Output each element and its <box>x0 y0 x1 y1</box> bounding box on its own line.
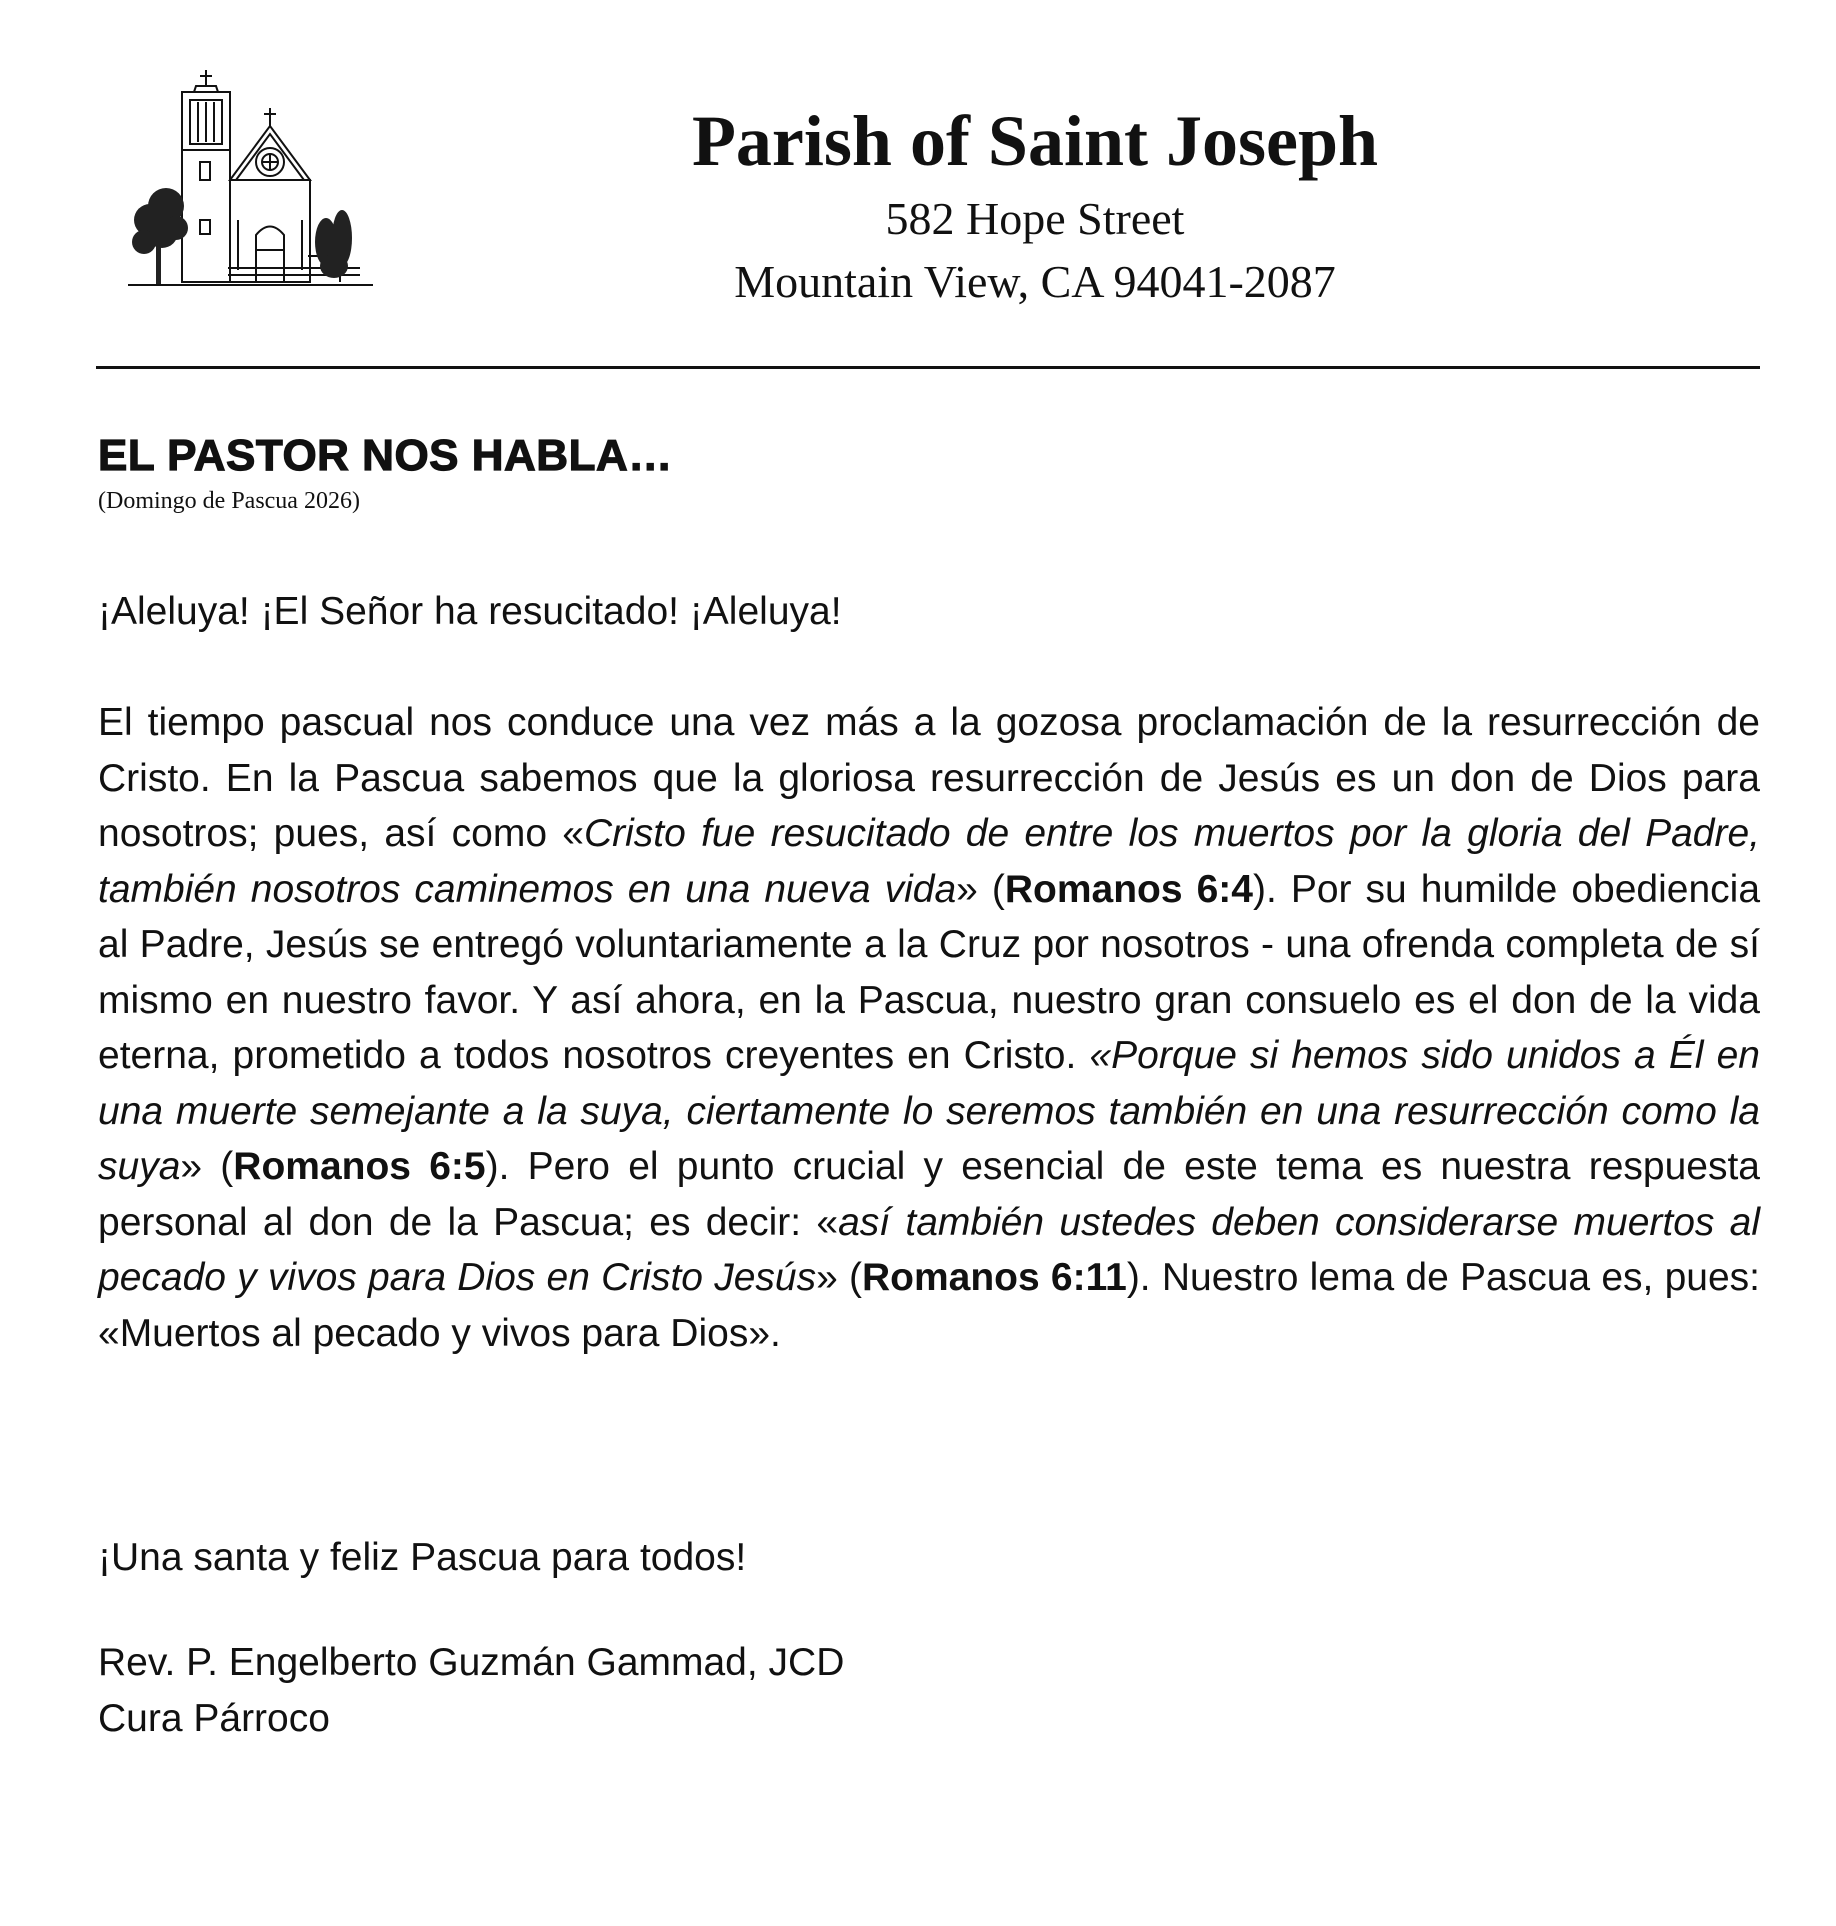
body-text: El tiempo pascual nos conduce una vez más a la gozosa proclamación de la resurrección de Cristo. En la Pascua sabemos que la gloriosa resurrección de Jesús es un don de Dios para nosotros; pues, así como « <box>98 701 1760 855</box>
address-street: 582 Hope Street <box>885 193 1185 244</box>
body-paragraph <box>98 695 1760 1361</box>
header-divider <box>96 366 1760 369</box>
closing-paragraph: ¡Una santa y feliz Pascua para todos! <box>98 1536 747 1579</box>
church-icon <box>128 70 373 292</box>
signature-block <box>98 1635 1760 1746</box>
body-text: » ( <box>956 867 1005 911</box>
scripture-quote: así también ustedes deben considerarse muertos al pecado y vivos para Dios en Cristo Jesús <box>98 1200 1761 1299</box>
body-text: » ( <box>180 1145 234 1188</box>
body-text: ). Nuestro lema de Pascua es, pues: «Muertos al pecado y vivos para Dios». <box>98 1256 1760 1355</box>
scripture-reference: Romanos 6:5 <box>233 1145 486 1188</box>
scripture-reference: Romanos 6:11 <box>861 1256 1127 1299</box>
address-city: Mountain View, CA 94041-2087 <box>734 256 1336 307</box>
article-heading: EL PASTOR NOS HABLA… <box>98 431 673 480</box>
body-text: ). Por su humilde obediencia al Padre, Jesús se entregó voluntariamente a la Cruz por nosotros - una ofrenda completa de sí mismo en nuestro favor. Y así ahora, en la Pascua, nuestro gran consuelo es el don de la vida eterna, prometido a todos nosotros creyentes en Cristo. <box>98 867 1761 1077</box>
parish-header <box>580 95 1490 313</box>
parish-name: Parish of Saint Joseph <box>691 101 1379 181</box>
body-text: » ( <box>816 1256 862 1299</box>
signature-title: Cura Párroco <box>98 1696 330 1740</box>
article-subheading: (Domingo de Pascua 2026) <box>98 488 360 514</box>
signature-name: Rev. P. Engelberto Guzmán Gammad, JCD <box>98 1641 845 1684</box>
body-text: ). Pero el punto crucial y esencial de este tema es nuestra respuesta personal al don de la Pascua; es decir: « <box>98 1145 1760 1244</box>
greeting-paragraph: ¡Aleluya! ¡El Señor ha resucitado! ¡Aleluya! <box>98 590 842 633</box>
scripture-reference: Romanos 6:4 <box>1004 867 1253 911</box>
scripture-quote: Cristo fue resucitado de entre los muertos por la gloria del Padre, también nosotros caminemos en una nueva vida <box>98 812 1760 911</box>
scripture-quote: «Porque si hemos sido unidos a Él en una muerte semejante a la suya, ciertamente lo seremos también en una resurrección como la suya <box>98 1034 1760 1188</box>
